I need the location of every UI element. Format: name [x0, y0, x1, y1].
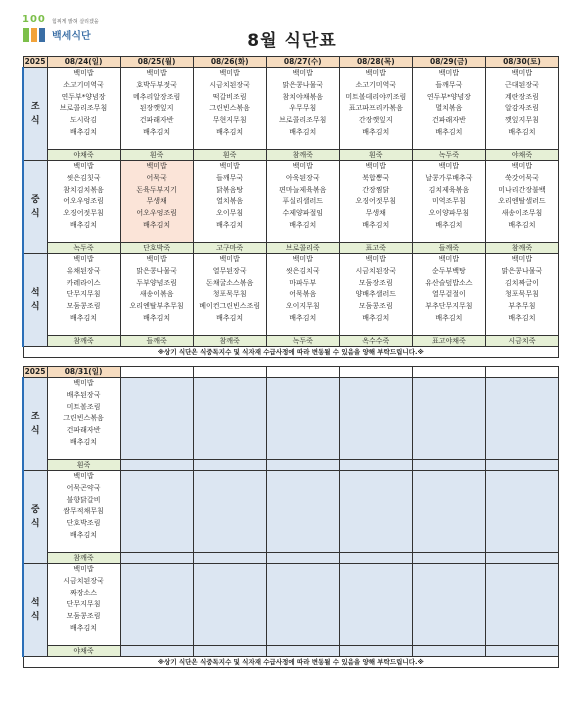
menu-item: 건파래자반	[139, 116, 174, 125]
menu-item: 브로콜리조무침	[59, 104, 108, 113]
menu-item: 카레라이스	[66, 278, 101, 287]
menu-item: 새송이볶음	[139, 290, 174, 299]
menu-item: 김치짜글이	[505, 278, 539, 287]
menu-item: 맑은콩나물국	[282, 80, 324, 89]
meal-row	[23, 254, 559, 336]
empty-cell	[339, 646, 412, 657]
menu-item: 백미밥	[73, 255, 94, 263]
empty-header	[120, 367, 193, 378]
menu-item: 날콩가루배추국	[425, 173, 473, 182]
menu-item: 백미밥	[292, 162, 313, 170]
menu-cell	[412, 68, 485, 150]
menu-item: 열무겉절이	[431, 290, 466, 299]
menu-item: 무생채	[365, 209, 386, 218]
notice-row	[23, 657, 559, 668]
empty-cell	[485, 553, 558, 564]
menu-item: 배추김치	[70, 220, 98, 229]
empty-cell	[120, 378, 193, 460]
menu-item: 미트볼조림	[66, 402, 101, 411]
menu-item: 편마늘제육볶음	[279, 185, 327, 194]
menu-item: 배추된장국	[66, 390, 101, 399]
logo-name: 백세식단	[52, 31, 91, 42]
empty-header	[485, 367, 558, 378]
porridge-cell: 참깨죽	[485, 243, 558, 254]
meal-category	[23, 378, 47, 471]
menu-item: 우무무침	[289, 104, 317, 113]
menu-item: 부추무침	[508, 302, 536, 311]
porridge-cell: 들깨죽	[120, 336, 193, 347]
menu-cell	[47, 378, 120, 460]
menu-item: 배추김치	[216, 220, 244, 229]
menu-item: 돈채굴소스볶음	[206, 278, 254, 287]
day-header: 08/29(금)	[412, 57, 485, 68]
empty-cell	[120, 460, 193, 471]
porridge-cell: 참깨죽	[266, 150, 339, 161]
menu-item: 연두부*양념장	[61, 92, 106, 101]
menu-item: 맑은콩나물국	[501, 266, 543, 275]
empty-cell	[339, 564, 412, 646]
menu-item: 미역조무침	[431, 197, 466, 206]
menu-item: 모둠콩조림	[66, 302, 101, 311]
menu-item: 간장찜닭	[362, 185, 390, 194]
menu-item: 무현지무침	[212, 116, 247, 125]
menu-item: 유산슬덮밥소스	[425, 278, 473, 287]
meal-category-label: 조식	[30, 412, 40, 436]
menu-item: 시금치된장국	[209, 80, 250, 89]
menu-cell	[339, 161, 412, 243]
porridge-cell: 야채죽	[47, 150, 120, 161]
menu-item: 김치제육볶음	[428, 185, 470, 194]
header-row	[23, 57, 559, 68]
menu-cell	[193, 161, 266, 243]
menu-item: 그린빈스볶음	[63, 414, 104, 423]
menu-item: 도시락김	[70, 116, 98, 125]
menu-item: 어묵국	[146, 173, 167, 182]
menu-item: 메추리알장조림	[132, 92, 181, 101]
menu-item: 백미밥	[438, 162, 459, 170]
empty-cell	[412, 564, 485, 646]
menu-cell	[485, 68, 558, 150]
porridge-cell: 녹두죽	[412, 150, 485, 161]
menu-item: 닭볶음탕	[216, 185, 244, 194]
menu-item: 배추김치	[435, 127, 463, 136]
menu-item: 무생채	[146, 197, 167, 206]
menu-cell	[193, 254, 266, 336]
meal-row	[23, 378, 559, 460]
menu-item: 오징어젓무침	[63, 209, 104, 218]
menu-item: 청포묵무침	[505, 290, 539, 299]
menu-item: 어묵볶음	[289, 290, 317, 299]
menu-item: 쑥갓어묵국	[505, 173, 539, 182]
empty-cell	[193, 564, 266, 646]
meal-category	[23, 161, 47, 254]
porridge-row	[23, 646, 559, 657]
logo-number: 100	[22, 14, 46, 25]
menu-item: 오리엔탈샐러드	[498, 197, 546, 206]
porridge-cell: 흰죽	[120, 150, 193, 161]
menu-item: 어오우엉조림	[63, 197, 104, 206]
porridge-cell: 참깨죽	[47, 336, 120, 347]
day-header: 08/27(수)	[266, 57, 339, 68]
empty-cell	[193, 471, 266, 553]
menu-item: 그린빈스볶음	[209, 104, 250, 113]
menu-item: 모둠장조림	[358, 278, 393, 287]
menu-cell	[485, 161, 558, 243]
porridge-cell: 시금치죽	[485, 336, 558, 347]
menu-item: 백미밥	[292, 255, 313, 263]
menu-item: 떡갈비조림	[212, 92, 247, 101]
porridge-row	[23, 243, 559, 254]
day-header: 08/25(월)	[120, 57, 193, 68]
empty-cell	[412, 460, 485, 471]
menu-item: 오리엔탈부추무침	[129, 302, 184, 311]
empty-cell	[193, 460, 266, 471]
menu-item: 배추김치	[362, 220, 390, 229]
menu-item: 호박두부젓국	[136, 80, 177, 89]
porridge-cell: 고구마죽	[193, 243, 266, 254]
porridge-row	[23, 460, 559, 471]
empty-cell	[193, 553, 266, 564]
empty-cell	[193, 646, 266, 657]
menu-item: 배추김치	[508, 127, 536, 136]
menu-item: 들깨무국	[216, 173, 244, 182]
menu-item: 배추김치	[70, 313, 98, 322]
meal-category-label: 중식	[30, 195, 40, 219]
menu-item: 오이양파무침	[428, 209, 470, 218]
empty-cell	[266, 564, 339, 646]
empty-header	[266, 367, 339, 378]
page-title: 8월 식단표	[247, 31, 337, 51]
menu-item: 깻잎지무침	[505, 116, 539, 125]
empty-cell	[485, 471, 558, 553]
menu-item: 맑은콩나물국	[136, 266, 177, 275]
menu-cell	[47, 564, 120, 646]
year-header: 2025	[24, 367, 46, 376]
notice-row	[23, 347, 559, 358]
menu-item: 백미밥	[73, 565, 94, 573]
menu-cell	[47, 471, 120, 553]
menu-item: 어묵곤약국	[66, 483, 101, 492]
empty-cell	[266, 378, 339, 460]
menu-item: 백미밥	[438, 69, 459, 77]
menu-item: 백미밥	[219, 162, 240, 170]
meal-category	[23, 471, 47, 564]
menu-item: 두부양념조림	[136, 278, 177, 287]
menu-cell	[47, 68, 120, 150]
menu-item: 배추김치	[289, 313, 317, 322]
menu-item: 모둠콩조림	[358, 302, 393, 311]
menu-item: 백미밥	[365, 255, 386, 263]
empty-cell	[412, 646, 485, 657]
menu-item: 시금치된장국	[355, 266, 397, 275]
menu-item: 배추김치	[435, 313, 463, 322]
menu-cell	[193, 68, 266, 150]
menu-item: 배추김치	[70, 437, 98, 446]
meal-category	[23, 254, 47, 347]
menu-item: 시금치된장국	[63, 576, 104, 585]
menu-item: 백미밥	[73, 69, 94, 77]
porridge-cell: 녹두죽	[266, 336, 339, 347]
menu-item: 쌈무적채무침	[63, 507, 104, 516]
menu-table-week1	[22, 56, 559, 358]
menu-cell	[412, 254, 485, 336]
menu-item: 백미밥	[146, 255, 167, 263]
menu-item: 백미밥	[365, 162, 386, 170]
empty-cell	[485, 378, 558, 460]
menu-item: 씻은김치국	[285, 266, 320, 275]
empty-cell	[266, 460, 339, 471]
menu-item: 유채된장국	[66, 266, 101, 275]
menu-item: 씻은김칫국	[66, 173, 101, 182]
menu-item: 배추김치	[289, 127, 317, 136]
menu-item: 들깨무국	[435, 80, 463, 89]
meal-row	[23, 161, 559, 243]
empty-cell	[266, 553, 339, 564]
meal-category	[23, 564, 47, 657]
menu-item: 백미밥	[511, 69, 533, 77]
menu-item: 푸실리샐러드	[282, 197, 324, 206]
menu-item: 배추김치	[508, 313, 536, 322]
menu-cell	[485, 254, 558, 336]
porridge-cell: 야채죽	[47, 646, 120, 657]
menu-item: 북합뽕국	[362, 173, 390, 182]
menu-cell	[266, 161, 339, 243]
menu-item: 알감자조림	[505, 104, 539, 113]
menu-item: 부추단무지무침	[425, 302, 473, 311]
porridge-cell: 표고죽	[339, 243, 412, 254]
menu-item: 백미밥	[73, 162, 94, 170]
menu-item: 열무된장국	[212, 266, 247, 275]
menu-item: 단호박조림	[66, 519, 101, 528]
porridge-cell: 녹두죽	[47, 243, 120, 254]
porridge-cell: 흰죽	[339, 150, 412, 161]
meal-category-label: 석식	[30, 598, 40, 622]
menu-item: 배추김치	[143, 127, 171, 136]
porridge-cell: 표고야채죽	[412, 336, 485, 347]
menu-item: 소고기미역국	[355, 80, 397, 89]
meal-category-label: 조식	[30, 102, 40, 126]
menu-cell	[266, 254, 339, 336]
menu-item: 미트볼데리야끼조림	[345, 92, 407, 101]
empty-cell	[339, 460, 412, 471]
porridge-cell: 들깨죽	[412, 243, 485, 254]
menu-item: 배추김치	[216, 127, 244, 136]
meal-row	[23, 564, 559, 646]
menu-item: 연두부*양념장	[426, 92, 471, 101]
menu-item: 백미밥	[73, 472, 94, 480]
menu-item: 베이컨그린빈스조림	[199, 302, 261, 311]
menu-item: 백미밥	[438, 255, 459, 263]
menu-item: 순두부백탕	[431, 266, 466, 275]
menu-item: 백미밥	[292, 69, 313, 77]
menu-item: 오이지무침	[285, 302, 320, 311]
day-header: 08/26(화)	[193, 57, 266, 68]
meal-category-label: 중식	[30, 505, 40, 529]
menu-item: 배추김치	[143, 313, 171, 322]
empty-cell	[339, 378, 412, 460]
menu-item: 배추김치	[216, 313, 244, 322]
menu-cell	[47, 254, 120, 336]
meal-row	[23, 471, 559, 553]
empty-cell	[120, 564, 193, 646]
menu-item: 백미밥	[146, 162, 167, 170]
empty-cell	[412, 471, 485, 553]
menu-item: 백미밥	[73, 379, 94, 387]
menu-item: 소고기미역국	[63, 80, 104, 89]
empty-cell	[266, 471, 339, 553]
menu-item: 짜장소스	[70, 588, 98, 597]
menu-item: 오이무침	[216, 209, 244, 218]
menu-cell	[412, 161, 485, 243]
empty-cell	[120, 646, 193, 657]
day-header: 08/30(토)	[485, 57, 558, 68]
menu-item: 단무지무침	[66, 600, 101, 609]
menu-item: 표고파프리카볶음	[348, 104, 403, 113]
menu-item: 배추김치	[362, 127, 390, 136]
porridge-cell: 옥수수죽	[339, 336, 412, 347]
day-header: 08/31(일)	[47, 367, 120, 378]
menu-item: 어오우엉조림	[136, 209, 177, 218]
menu-item: 마파두부	[289, 278, 317, 287]
menu-item: 새송이조무침	[501, 209, 543, 218]
empty-header	[193, 367, 266, 378]
menu-item: 단무지무침	[66, 290, 101, 299]
porridge-cell: 야채죽	[485, 150, 558, 161]
empty-header	[412, 367, 485, 378]
porridge-row	[23, 336, 559, 347]
menu-item: 브로콜리조무침	[279, 116, 327, 125]
empty-cell	[120, 553, 193, 564]
menu-item: 미나리간장불백	[498, 185, 546, 194]
meal-row	[23, 68, 559, 150]
menu-item: 백미밥	[511, 162, 533, 170]
menu-cell	[120, 161, 193, 243]
porridge-cell: 브로콜리죽	[266, 243, 339, 254]
porridge-row	[23, 150, 559, 161]
menu-item: 배추김치	[435, 220, 463, 229]
menu-item: 열치볶음	[216, 197, 244, 206]
menu-item: 배추김치	[70, 623, 98, 632]
empty-cell	[266, 646, 339, 657]
menu-item: 배추김치	[70, 127, 98, 136]
menu-cell	[339, 254, 412, 336]
menu-item: 건파래자반	[66, 426, 101, 435]
porridge-row	[23, 553, 559, 564]
menu-item: 오징어젓무침	[355, 197, 397, 206]
empty-cell	[412, 378, 485, 460]
notice-text: ※상기 식단은 식중독지수 및 식자재 수급사정에 따라 변동될 수 있음을 양해 부탁드립니다.※	[23, 657, 559, 668]
menu-table-week2	[22, 366, 559, 668]
menu-item: 참치김치볶음	[63, 185, 104, 194]
menu-item: 배추김치	[70, 530, 98, 539]
menu-item: 계란장조림	[505, 92, 539, 101]
day-header: 08/28(목)	[339, 57, 412, 68]
day-header: 08/24(일)	[47, 57, 120, 68]
empty-cell	[485, 646, 558, 657]
menu-item: 배추김치	[362, 313, 390, 322]
menu-cell	[47, 161, 120, 243]
logo-subtitle: 힘찌게 밝혀 살리겠을	[52, 19, 99, 25]
menu-item: 백미밥	[365, 69, 386, 77]
empty-cell	[485, 460, 558, 471]
menu-cell	[120, 68, 193, 150]
menu-item: 근대된장국	[505, 80, 539, 89]
menu-item: 양배추샐러드	[355, 290, 397, 299]
empty-cell	[412, 553, 485, 564]
meal-category-label: 석식	[30, 288, 40, 312]
meal-category	[23, 68, 47, 161]
empty-cell	[193, 378, 266, 460]
menu-item: 배추김치	[508, 220, 536, 229]
empty-cell	[339, 471, 412, 553]
menu-item: 참치야채볶음	[282, 92, 324, 101]
empty-cell	[485, 564, 558, 646]
menu-item: 백미밥	[146, 69, 167, 77]
menu-item: 백미밥	[511, 255, 533, 263]
menu-item: 불향닭갈비	[66, 495, 101, 504]
menu-item: 돈육두부지기	[136, 185, 177, 194]
porridge-cell: 참깨죽	[193, 336, 266, 347]
menu-item: 된장깻잎지	[139, 104, 174, 113]
menu-item: 간장깻잎지	[358, 116, 393, 125]
menu-item: 청포묵무침	[212, 290, 247, 299]
notice-text: ※상기 식단은 식중독지수 및 식자재 수급사정에 따라 변동될 수 있음을 양해 부탁드립니다.※	[23, 347, 559, 358]
menu-item: 아욱된장국	[285, 173, 320, 182]
porridge-cell: 단호박죽	[120, 243, 193, 254]
menu-item: 백미밥	[219, 255, 240, 263]
menu-cell	[266, 68, 339, 150]
menu-cell	[339, 68, 412, 150]
menu-item: 배추김치	[289, 220, 317, 229]
porridge-cell: 흰죽	[47, 460, 120, 471]
porridge-cell: 참깨죽	[47, 553, 120, 564]
porridge-cell: 흰죽	[193, 150, 266, 161]
menu-item: 멸치볶음	[435, 104, 463, 113]
header-row	[23, 367, 559, 378]
menu-item: 모둠콩조림	[66, 612, 101, 621]
menu-item: 수제양파절임	[282, 209, 324, 218]
menu-item: 배추김치	[143, 220, 171, 229]
empty-cell	[120, 471, 193, 553]
menu-item: 건파래자반	[431, 116, 466, 125]
empty-cell	[339, 553, 412, 564]
empty-header	[339, 367, 412, 378]
menu-item: 백미밥	[219, 69, 240, 77]
menu-cell	[120, 254, 193, 336]
year-header: 2025	[24, 57, 46, 66]
